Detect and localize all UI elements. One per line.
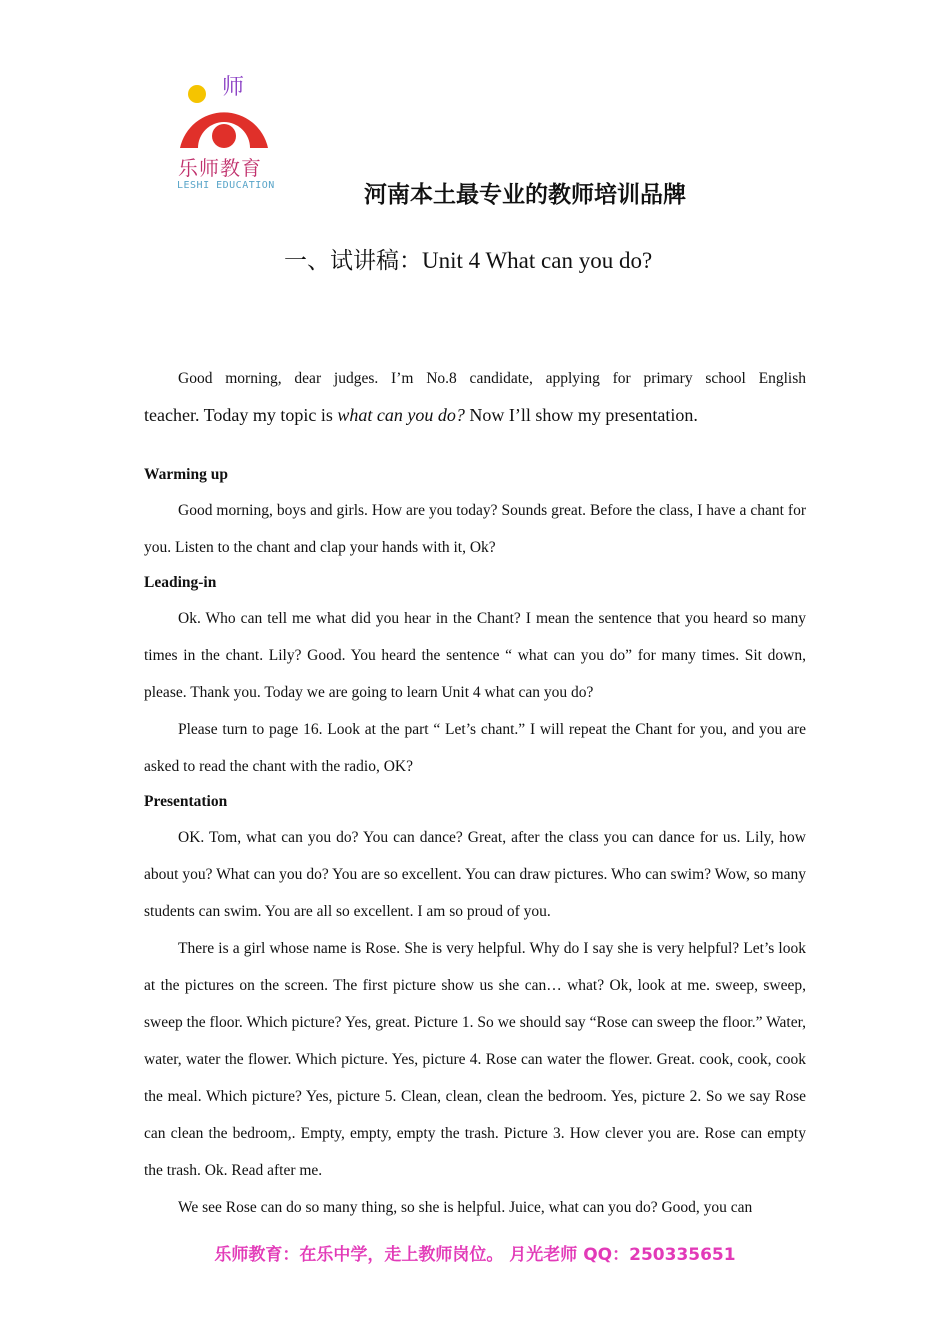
document-body [144, 360, 806, 1226]
intro-line-1: Good morning, dear judges. I’m No.8 candidate, applying for primary school English [178, 370, 806, 387]
paragraph: Ok. Who can tell me what did you hear in the Chant? I mean the sentence that you heard so many times in the chant. Lily? Good. You heard the sentence “ what can you do” for many times. Sit down, please. Thank you. Today we are going to learn Unit 4 what can you do? [144, 610, 806, 701]
paragraph: We see Rose can do so many thing, so she is helpful. Juice, what can you do? Good, you can [178, 1199, 753, 1216]
logo-dot [188, 85, 206, 103]
intro-text: teacher. Today my topic is [144, 405, 338, 425]
paragraph: There is a girl whose name is Rose. She is very helpful. Why do I say she is very helpful? Let’s look at the pictures on the screen. The first picture show us she can… what? Ok, look at me. sweep, sweep, sweep the floor. Which picture? Yes, great. Picture 1. So we should say “Rose can sweep the floor.” Water, water, water the flower. Which picture. Yes, picture 4. Rose can water the flower. Great. cook, cook, cook the meal. Which picture? Yes, picture 5. Clean, clean, clean the bedroom. Yes, picture 2. So we say Rose can clean the bedroom,. Empty, empty, empty the trash. Picture 3. How clever you are. Rose can empty the trash. Ok. Read after me. [144, 940, 806, 1179]
footer-line: 乐师教育：在乐中学，走上教师岗位。 月光老师 QQ：250335651 [214, 1245, 736, 1265]
heading-warming-up: Warming up [144, 466, 228, 483]
paragraph: OK. Tom, what can you do? You can dance? Great, after the class you can dance for us. Lily, how about you? What can you do? You are so excellent. You can draw pictures. Who can swim? Wow, so many students can swim. You are all so excellent. I am so proud of you. [144, 829, 806, 920]
intro-line-2 [144, 396, 806, 434]
heading-leading-in: Leading-in [144, 574, 217, 591]
paragraph: Please turn to page 16. Look at the part “ Let’s chant.” I will repeat the Chant for you, and you are asked to read the chant with the radio, OK? [144, 721, 806, 775]
brand-line: 河南本土最专业的教师培训品牌 [364, 182, 686, 208]
intro-topic: what can you do? [337, 405, 465, 425]
logo-center [212, 124, 236, 148]
paragraph: Good morning, boys and girls. How are you today? Sounds great. Before the class, I have a chant for you. Listen to the chant and clap your hands with it, Ok? [144, 502, 806, 556]
intro-text-end: Now I’ll show my presentation. [464, 405, 698, 425]
page-title: 一、试讲稿：Unit 4 What can you do? [284, 248, 653, 273]
logo-mark-char: 师 [222, 75, 245, 100]
logo-name: 乐师教育 [178, 156, 262, 180]
heading-presentation: Presentation [144, 793, 228, 810]
logo-subtitle: LESHI EDUCATION [177, 180, 275, 191]
